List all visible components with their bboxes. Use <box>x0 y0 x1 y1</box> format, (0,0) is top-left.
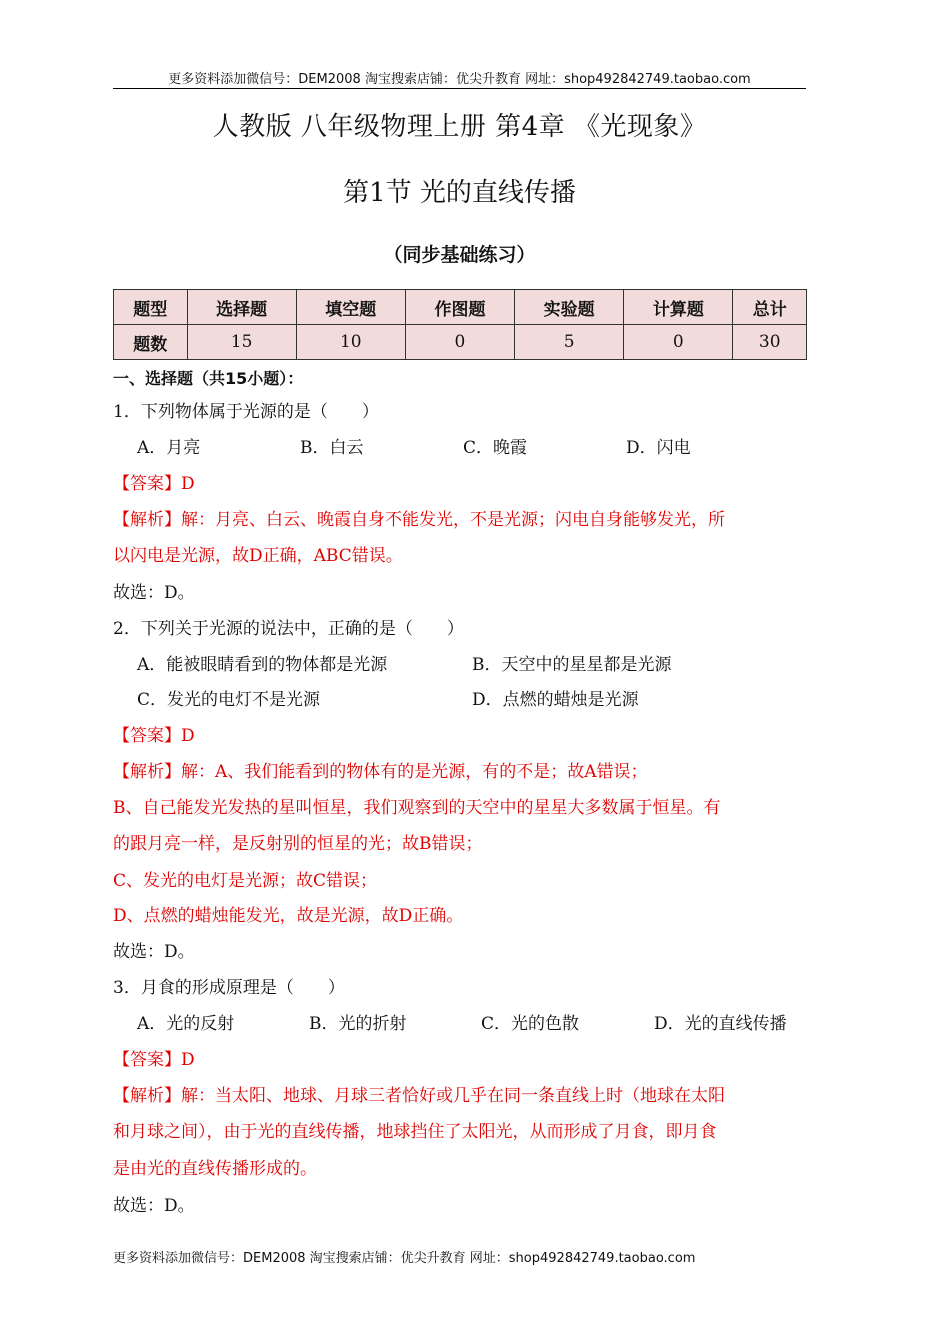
page-header: 更多资料添加微信号：DEM2008 淘宝搜索店铺：优尖升教育 网址：shop492842749.taobao.com <box>168 72 751 87</box>
answer: 【答案】D <box>113 474 195 494</box>
table-cell: 30 <box>733 325 807 360</box>
question-stem: 2．下列关于光源的说法中，正确的是（ ） <box>113 619 464 639</box>
analysis-line: 以闪电是光源，故D正确，ABC错误。 <box>113 546 403 566</box>
analysis-line: C、发光的电灯是光源；故C错误； <box>113 871 378 891</box>
analysis-line: B、自己能发光发热的星叫恒星，我们观察到的天空中的星星大多数属于恒星。有 <box>113 798 721 818</box>
option-d: D．光的直线传播 <box>654 1014 787 1034</box>
section-title: 第1节 光的直线传播 <box>343 178 576 208</box>
choice-line: 故选：D。 <box>113 583 195 603</box>
table-cell: 0 <box>405 325 514 360</box>
answer: 【答案】D <box>113 1050 195 1070</box>
question-stats-table <box>113 289 807 360</box>
option-a: A．月亮 <box>137 438 201 458</box>
document-title: 人教版 八年级物理上册 第4章 《光现象》 <box>212 112 707 142</box>
choice-line: 故选：D。 <box>113 1196 195 1216</box>
option-d: D．点燃的蜡烛是光源 <box>472 690 639 710</box>
header-divider <box>113 88 806 89</box>
table-header-cell: 题型 <box>114 290 188 325</box>
table-header-cell: 作图题 <box>405 290 514 325</box>
analysis-line: 是由光的直线传播形成的。 <box>113 1159 317 1179</box>
table-header-cell: 计算题 <box>624 290 733 325</box>
analysis-line: D、点燃的蜡烛能发光，故是光源，故D正确。 <box>113 906 464 926</box>
analysis-line: 【解析】解：当太阳、地球、月球三者恰好或几乎在同一条直线上时（地球在太阳 <box>113 1086 725 1106</box>
table-header-cell: 选择题 <box>187 290 296 325</box>
option-c: C．晚霞 <box>463 438 528 458</box>
analysis-line: 【解析】解：月亮、白云、晚霞自身不能发光，不是光源；闪电自身能够发光，所 <box>113 510 725 530</box>
table-cell: 题数 <box>114 325 188 360</box>
option-c: C．光的色散 <box>481 1014 580 1034</box>
table-header-row <box>114 290 807 325</box>
analysis-line: 和月球之间），由于光的直线传播，地球挡住了太阳光，从而形成了月食，即月食 <box>113 1122 717 1142</box>
question-stem: 3．月食的形成原理是（ ） <box>113 978 345 998</box>
table-row <box>114 325 807 360</box>
section-heading: 一、选择题（共15小题）： <box>113 369 304 388</box>
option-c: C．发光的电灯不是光源 <box>137 690 321 710</box>
table-cell: 15 <box>187 325 296 360</box>
table-header-cell: 总计 <box>733 290 807 325</box>
analysis-line: 的跟月亮一样，是反射别的恒星的光；故B错误； <box>113 834 483 854</box>
analysis-line: 【解析】解：A、我们能看到的物体有的是光源，有的不是；故A错误； <box>113 762 648 782</box>
option-a: A．能被眼睛看到的物体都是光源 <box>137 655 388 675</box>
table-cell: 10 <box>296 325 405 360</box>
option-a: A．光的反射 <box>137 1014 235 1034</box>
table-header-cell: 填空题 <box>296 290 405 325</box>
page-footer: 更多资料添加微信号：DEM2008 淘宝搜索店铺：优尖升教育 网址：shop492842749.taobao.com <box>113 1251 696 1266</box>
answer: 【答案】D <box>113 726 195 746</box>
option-d: D．闪电 <box>626 438 691 458</box>
table-cell: 0 <box>624 325 733 360</box>
choice-line: 故选：D。 <box>113 942 195 962</box>
question-stem: 1．下列物体属于光源的是（ ） <box>113 402 379 422</box>
option-b: B．白云 <box>300 438 364 458</box>
option-b: B．天空中的星星都是光源 <box>472 655 672 675</box>
table-header-cell: 实验题 <box>515 290 624 325</box>
option-b: B．光的折射 <box>309 1014 407 1034</box>
practice-label: （同步基础练习） <box>383 244 536 266</box>
table-cell: 5 <box>515 325 624 360</box>
